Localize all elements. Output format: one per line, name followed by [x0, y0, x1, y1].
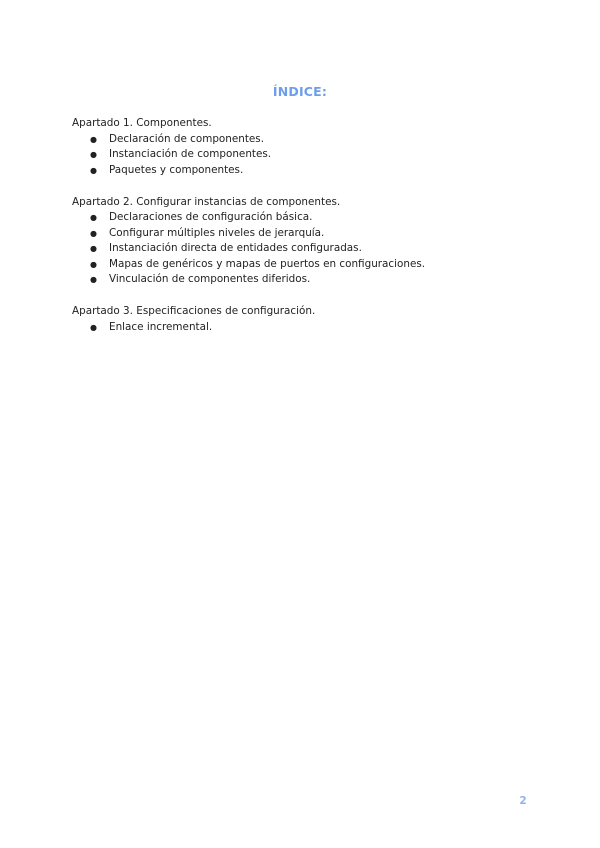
toc-section-2: [72, 195, 542, 288]
list-item-label: Instanciación de componentes.: [109, 148, 272, 160]
bullet-icon: ●: [90, 228, 97, 238]
section-heading: Apartado 2. Configurar instancias de componentes.: [72, 195, 341, 208]
list-item-label: Declaración de componentes.: [109, 132, 265, 145]
bullet-icon: ●: [90, 275, 97, 284]
toc-section-3: [72, 304, 542, 335]
toc-section-1: [72, 116, 542, 178]
page-title: ÍNDICE:: [272, 84, 328, 99]
list-item-label: Declaraciones de configuración básica.: [109, 211, 313, 223]
list-item: [72, 226, 542, 242]
list-item: [72, 210, 542, 226]
list-item: [72, 272, 542, 288]
bullet-icon: ●: [90, 322, 97, 332]
section-item-list: [72, 320, 542, 336]
table-of-contents: [72, 116, 542, 352]
list-item-label: Paquetes y componentes.: [109, 163, 244, 176]
bullet-icon: ●: [90, 165, 97, 175]
list-item: [72, 147, 542, 163]
list-item: [72, 163, 542, 179]
bullet-icon: ●: [90, 150, 97, 159]
bullet-icon: ●: [90, 213, 97, 222]
page-number: 2: [519, 795, 527, 807]
section-heading: Apartado 3. Especificaciones de configuración.: [72, 305, 316, 317]
list-item: [72, 132, 542, 148]
list-item-label: Instanciación directa de entidades configuradas.: [109, 242, 362, 254]
bullet-icon: ●: [90, 259, 97, 269]
list-item-label: Vinculación de componentes diferidos.: [109, 273, 311, 285]
section-item-list: [72, 132, 542, 179]
list-item-label: Enlace incremental.: [109, 320, 213, 333]
list-item: [72, 257, 542, 273]
list-item: [72, 320, 542, 336]
section-heading: Apartado 1. Componentes.: [72, 117, 212, 129]
list-item: [72, 241, 542, 257]
list-item-label: Configurar múltiples niveles de jerarquía.: [109, 226, 325, 239]
section-item-list: [72, 210, 542, 288]
list-item-label: Mapas de genéricos y mapas de puertos en configuraciones.: [109, 257, 426, 270]
bullet-icon: ●: [90, 134, 97, 144]
bullet-icon: ●: [90, 244, 97, 253]
